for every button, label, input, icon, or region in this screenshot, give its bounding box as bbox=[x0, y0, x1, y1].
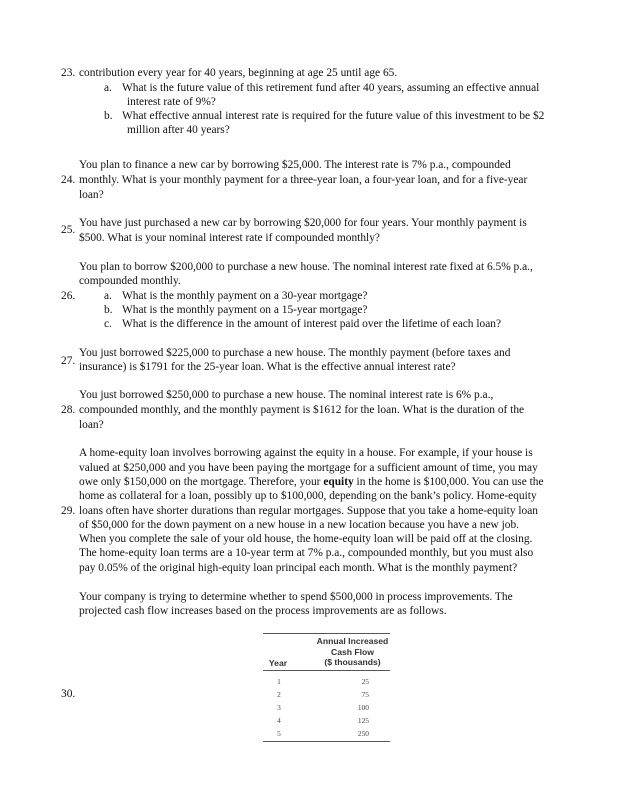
question-text: monthly. What is your monthly payment for a three-year loan, a four-year loan, and for a five-year bbox=[79, 174, 528, 186]
item-a-text: What is the future value of this retirement fund after 40 years, assuming an effective annual bbox=[122, 82, 540, 94]
item-b-text: What is the monthly payment on a 15-year mortgage? bbox=[122, 304, 368, 316]
question-text: compounded monthly. bbox=[79, 275, 181, 287]
question-number: 30. bbox=[61, 688, 76, 700]
item-b-text-cont: million after 40 years? bbox=[127, 124, 230, 136]
question-number: 23. bbox=[61, 67, 76, 79]
question-text: You have just purchased a new car by borrowing $20,000 for four years. Your monthly payment is bbox=[79, 217, 527, 229]
item-a-text: What is the monthly payment on a 30-year mortgage? bbox=[122, 290, 368, 302]
question-text: Your company is trying to determine whether to spend $500,000 in process improvements. The bbox=[79, 591, 513, 603]
text-run: in the home is $100,000. You can use the bbox=[353, 476, 544, 488]
question-number: 27. bbox=[61, 355, 76, 367]
item-label-c: c. bbox=[104, 318, 112, 330]
table-top-rule bbox=[263, 633, 390, 634]
header-line: ($ thousands) bbox=[324, 657, 381, 668]
table-cell-cash-flow: 100 bbox=[357, 703, 369, 712]
question-text: You plan to borrow $200,000 to purchase a new house. The nominal interest rate fixed at 6.5% p.a., bbox=[79, 261, 533, 273]
column-header-cash-flow bbox=[315, 636, 390, 668]
question-text: insurance) is $1791 for the 25-year loan. What is the effective annual interest rate? bbox=[79, 361, 456, 373]
item-label-a: a. bbox=[104, 290, 112, 302]
table-cell-year: 1 bbox=[277, 677, 281, 686]
table-cell-year: 2 bbox=[277, 690, 281, 699]
text-run: owe only $150,000 on the mortgage. Therefore, your bbox=[79, 476, 324, 488]
question-text bbox=[79, 477, 544, 488]
item-a-text-cont: interest rate of 9%? bbox=[127, 96, 216, 108]
question-text: loan? bbox=[79, 419, 104, 431]
table-cell-cash-flow: 250 bbox=[357, 729, 369, 738]
table-cell-cash-flow: 75 bbox=[361, 690, 369, 699]
question-text: You just borrowed $225,000 to purchase a new house. The monthly payment (before taxes and bbox=[79, 347, 511, 359]
question-number: 28. bbox=[61, 404, 76, 416]
question-text: projected cash flow increases based on the process improvements are as follows. bbox=[79, 605, 447, 617]
item-label-b: b. bbox=[104, 304, 113, 316]
question-text: $500. What is your nominal interest rate if compounded monthly? bbox=[79, 232, 380, 244]
question-number: 26. bbox=[61, 290, 76, 302]
question-text: A home-equity loan involves borrowing against the equity in a house. For example, if your house is bbox=[79, 447, 533, 459]
item-label-a: a. bbox=[104, 82, 112, 94]
table-bottom-rule bbox=[263, 741, 390, 742]
emphasis-equity: equity bbox=[323, 476, 354, 488]
table-cell-year: 4 bbox=[277, 716, 281, 725]
table-cell-year: 3 bbox=[277, 703, 281, 712]
question-text: contribution every year for 40 years, beginning at age 25 until age 65. bbox=[79, 67, 398, 79]
question-number: 25. bbox=[61, 224, 76, 236]
question-text: You just borrowed $250,000 to purchase a new house. The nominal interest rate is 6% p.a., bbox=[79, 389, 494, 401]
table-cell-cash-flow: 125 bbox=[357, 716, 369, 725]
item-b-text: What effective annual interest rate is required for the future value of this investment to be $2 bbox=[122, 110, 545, 122]
table-header-rule bbox=[263, 670, 390, 671]
question-text: When you complete the sale of your old house, the home-equity loan will be paid off at the closing. bbox=[79, 533, 533, 545]
question-number: 29. bbox=[61, 505, 76, 517]
question-text: valued at $250,000 and you have been paying the mortgage for a sufficient amount of time, you may bbox=[79, 462, 538, 474]
question-number: 24. bbox=[61, 174, 76, 186]
question-text: You plan to finance a new car by borrowing $25,000. The interest rate is 7% p.a., compounded bbox=[79, 159, 511, 171]
question-text: of $50,000 for the down payment on a new house in a new location because you have a new job. bbox=[79, 519, 519, 531]
question-text: loan? bbox=[79, 189, 104, 201]
item-c-text: What is the difference in the amount of interest paid over the lifetime of each loan? bbox=[122, 318, 502, 330]
question-text: compounded monthly, and the monthly payment is $1612 for the loan. What is the duration of the bbox=[79, 404, 525, 416]
table-cell-cash-flow: 25 bbox=[361, 677, 369, 686]
header-line: Annual Increased bbox=[316, 636, 389, 646]
header-line: Cash Flow bbox=[331, 646, 374, 657]
question-text: home as collateral for a loan, possibly up to $100,000, depending on the bank’s policy. Home-equity bbox=[79, 490, 537, 502]
column-header-year: Year bbox=[268, 658, 288, 668]
question-text: loans often have shorter durations than regular mortgages. Suppose that you take a home-equity loan bbox=[79, 505, 538, 517]
item-label-b: b. bbox=[104, 110, 113, 122]
question-text: The home-equity loan terms are a 10-year term at 7% p.a., compounded monthly, but you must also bbox=[79, 547, 534, 559]
table-cell-year: 5 bbox=[277, 729, 281, 738]
question-text: pay 0.05% of the original high-equity loan principal each month. What is the monthly payment? bbox=[79, 562, 518, 574]
